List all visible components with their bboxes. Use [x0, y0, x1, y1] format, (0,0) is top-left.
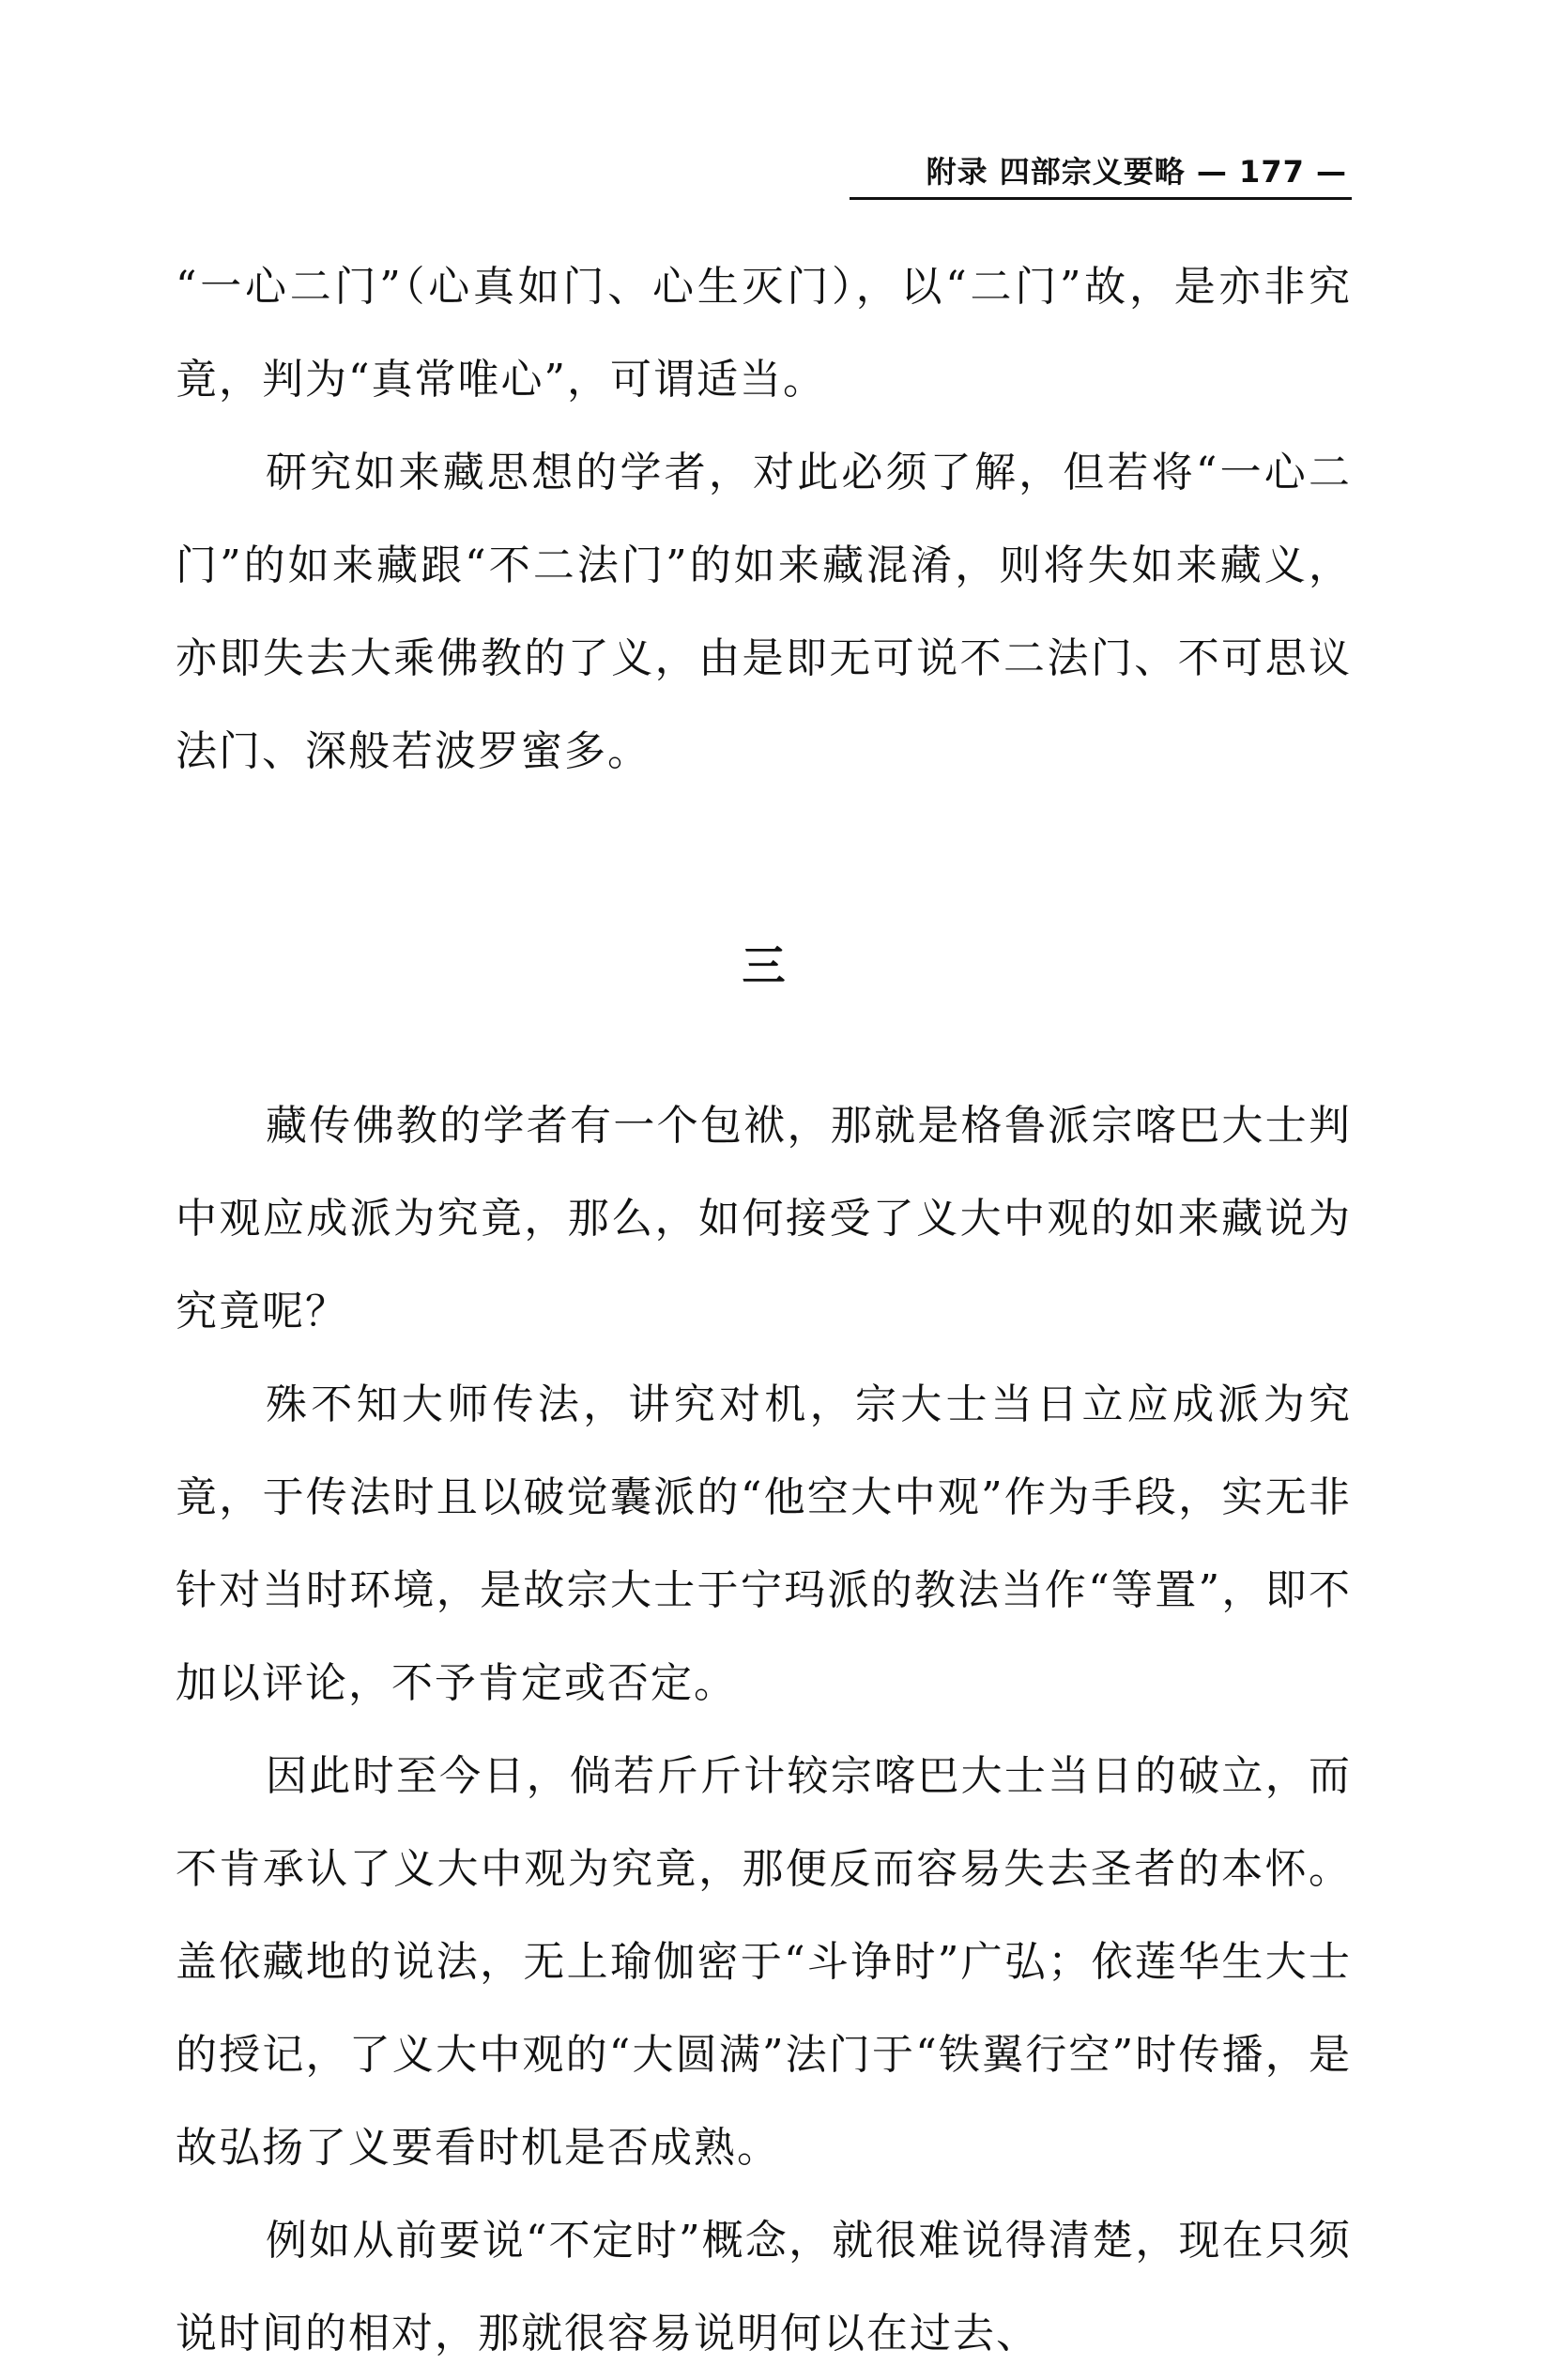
paragraph: 殊不知大师传法，讲究对机，宗大士当日立应成派为究竟，于传法时且以破觉囊派的“他空大中观”作为手段，实无非针对当时环境，是故宗大士于宁玛派的教法当作“等置”，即不加以评论，不予肯定或否定。 — [176, 1381, 1352, 1707]
paragraph: 例如从前要说“不定时”概念，就很难说得清楚，现在只须说时间的相对，那就很容易说明何以在过去、 — [176, 2217, 1352, 2357]
paragraph: 因此时至今日，倘若斤斤计较宗喀巴大士当日的破立，而不肯承认了义大中观为究竟，那便反而容易失去圣者的本怀。盖依藏地的说法，无上瑜伽密于“斗诤时”广弘；依莲华生大士的授记，了义大中观的“大圆满”法门于“铁翼行空”时传播，是故弘扬了义要看时机是否成熟。 — [176, 1752, 1352, 2172]
paragraph: 研究如来藏思想的学者，对此必须了解，但若将“一心二门”的如来藏跟“不二法门”的如来藏混淆，则将失如来藏义，亦即失去大乘佛教的了义，由是即无可说不二法门、不可思议法门、深般若波罗蜜多。 — [176, 449, 1352, 775]
running-header: 附录 四部宗义要略 — 177 — — [926, 154, 1347, 190]
body-text — [176, 240, 1352, 2380]
section-heading: 三 — [742, 940, 786, 991]
paragraph: “一心二门”（心真如门、心生灭门），以“二门”故，是亦非究竟，判为“真常唯心”，可谓适当。 — [176, 263, 1352, 404]
paragraph: 藏传佛教的学者有一个包袱，那就是格鲁派宗喀巴大士判中观应成派为究竟，那么，如何接受了义大中观的如来藏说为究竟呢？ — [176, 1102, 1352, 1335]
header-rule — [850, 197, 1352, 200]
